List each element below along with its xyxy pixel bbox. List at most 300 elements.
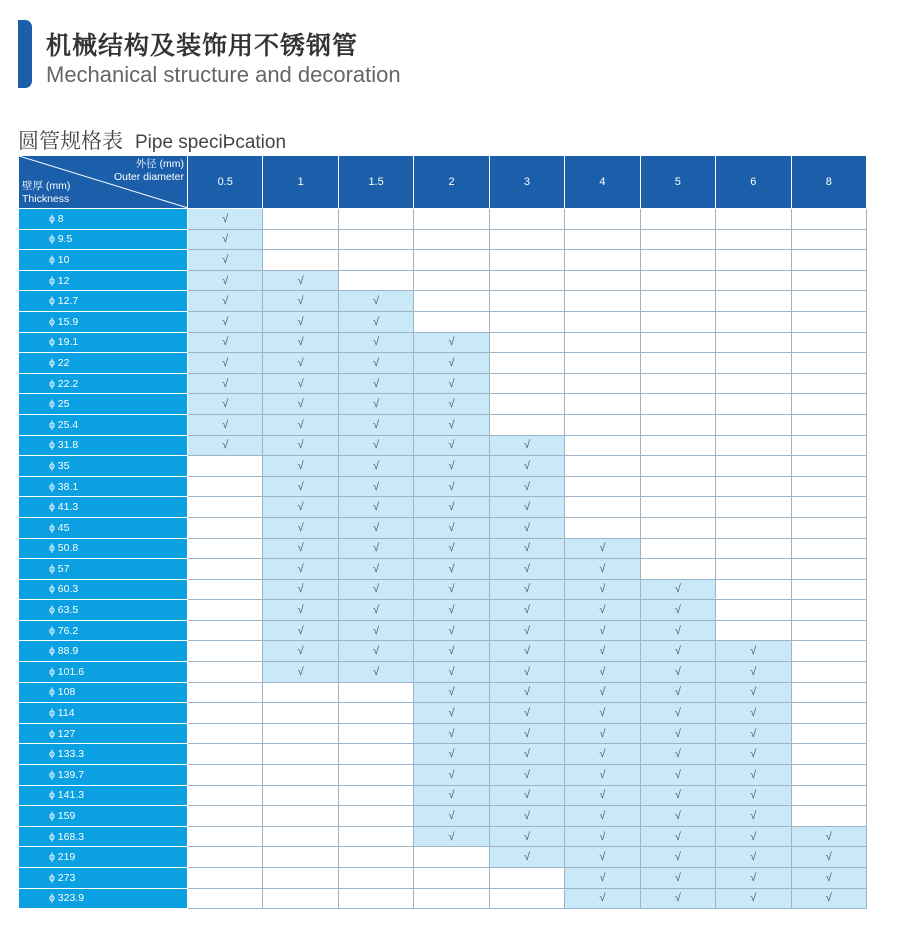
available-cell: √ — [188, 291, 263, 312]
available-cell: √ — [188, 270, 263, 291]
available-cell: √ — [338, 517, 413, 538]
table-row — [19, 868, 867, 889]
empty-cell — [414, 847, 489, 868]
empty-cell — [640, 394, 715, 415]
available-cell: √ — [640, 744, 715, 765]
available-cell: √ — [640, 888, 715, 909]
available-cell: √ — [263, 311, 338, 332]
available-cell: √ — [489, 497, 564, 518]
available-cell: √ — [263, 332, 338, 353]
table-row — [19, 662, 867, 683]
empty-cell — [414, 291, 489, 312]
empty-cell — [338, 703, 413, 724]
column-header: 8 — [791, 156, 867, 209]
empty-cell — [565, 250, 640, 271]
empty-cell — [338, 682, 413, 703]
row-header-diameter: ϕ 127 — [19, 723, 188, 744]
row-header-diameter: ϕ 25 — [19, 394, 188, 415]
available-cell: √ — [263, 291, 338, 312]
empty-cell — [565, 456, 640, 477]
row-header-diameter: ϕ 76.2 — [19, 620, 188, 641]
empty-cell — [263, 847, 338, 868]
available-cell: √ — [489, 744, 564, 765]
empty-cell — [188, 847, 263, 868]
available-cell: √ — [263, 414, 338, 435]
table-row — [19, 311, 867, 332]
table-row — [19, 414, 867, 435]
table-row — [19, 703, 867, 724]
empty-cell — [791, 353, 867, 374]
table-row — [19, 517, 867, 538]
empty-cell — [565, 209, 640, 230]
empty-cell — [414, 311, 489, 332]
empty-cell — [188, 497, 263, 518]
row-header-diameter: ϕ 19.1 — [19, 332, 188, 353]
empty-cell — [338, 250, 413, 271]
available-cell: √ — [716, 888, 791, 909]
available-cell: √ — [414, 456, 489, 477]
row-header-diameter: ϕ 168.3 — [19, 826, 188, 847]
empty-cell — [716, 209, 791, 230]
available-cell: √ — [489, 785, 564, 806]
available-cell: √ — [489, 456, 564, 477]
row-header-diameter: ϕ 60.3 — [19, 579, 188, 600]
available-cell: √ — [188, 332, 263, 353]
empty-cell — [414, 229, 489, 250]
available-cell: √ — [489, 806, 564, 827]
table-row — [19, 270, 867, 291]
row-header-diameter: ϕ 25.4 — [19, 414, 188, 435]
table-row — [19, 250, 867, 271]
available-cell: √ — [338, 620, 413, 641]
available-cell: √ — [565, 682, 640, 703]
empty-cell — [791, 456, 867, 477]
available-cell: √ — [716, 641, 791, 662]
empty-cell — [414, 209, 489, 230]
row-header-diameter: ϕ 38.1 — [19, 476, 188, 497]
empty-cell — [716, 497, 791, 518]
available-cell: √ — [338, 641, 413, 662]
available-cell: √ — [414, 785, 489, 806]
empty-cell — [338, 229, 413, 250]
table-row — [19, 435, 867, 456]
available-cell: √ — [640, 641, 715, 662]
column-header: 0.5 — [188, 156, 263, 209]
corner-thickness-en: Thickness — [22, 193, 70, 205]
empty-cell — [716, 414, 791, 435]
table-row — [19, 394, 867, 415]
available-cell: √ — [489, 517, 564, 538]
empty-cell — [716, 229, 791, 250]
row-header-diameter: ϕ 22.2 — [19, 373, 188, 394]
empty-cell — [489, 270, 564, 291]
table-header-row — [19, 156, 867, 209]
available-cell: √ — [188, 250, 263, 271]
row-header-diameter: ϕ 45 — [19, 517, 188, 538]
empty-cell — [791, 723, 867, 744]
available-cell: √ — [338, 559, 413, 580]
available-cell: √ — [414, 538, 489, 559]
empty-cell — [716, 291, 791, 312]
empty-cell — [640, 332, 715, 353]
corner-outer-diameter-label — [114, 158, 184, 184]
row-header-diameter: ϕ 12.7 — [19, 291, 188, 312]
empty-cell — [565, 517, 640, 538]
empty-cell — [263, 806, 338, 827]
empty-cell — [263, 723, 338, 744]
table-corner-cell — [19, 156, 188, 209]
empty-cell — [640, 497, 715, 518]
available-cell: √ — [565, 868, 640, 889]
available-cell: √ — [338, 332, 413, 353]
available-cell: √ — [640, 579, 715, 600]
table-row — [19, 476, 867, 497]
empty-cell — [716, 456, 791, 477]
empty-cell — [716, 620, 791, 641]
available-cell: √ — [640, 806, 715, 827]
empty-cell — [716, 435, 791, 456]
column-header: 4 — [565, 156, 640, 209]
pipe-spec-table — [18, 155, 867, 909]
empty-cell — [791, 250, 867, 271]
available-cell: √ — [263, 559, 338, 580]
empty-cell — [565, 414, 640, 435]
available-cell: √ — [565, 847, 640, 868]
available-cell: √ — [188, 209, 263, 230]
empty-cell — [716, 476, 791, 497]
corner-thickness-label — [22, 180, 70, 206]
empty-cell — [640, 517, 715, 538]
empty-cell — [338, 806, 413, 827]
empty-cell — [263, 229, 338, 250]
empty-cell — [489, 373, 564, 394]
table-row — [19, 682, 867, 703]
table-row — [19, 229, 867, 250]
available-cell: √ — [338, 414, 413, 435]
empty-cell — [188, 868, 263, 889]
empty-cell — [640, 435, 715, 456]
row-header-diameter: ϕ 15.9 — [19, 311, 188, 332]
empty-cell — [640, 291, 715, 312]
empty-cell — [640, 311, 715, 332]
empty-cell — [791, 270, 867, 291]
row-header-diameter: ϕ 141.3 — [19, 785, 188, 806]
available-cell: √ — [338, 662, 413, 683]
available-cell: √ — [263, 517, 338, 538]
empty-cell — [338, 888, 413, 909]
empty-cell — [640, 270, 715, 291]
empty-cell — [791, 620, 867, 641]
empty-cell — [188, 456, 263, 477]
empty-cell — [489, 291, 564, 312]
row-header-diameter: ϕ 9.5 — [19, 229, 188, 250]
empty-cell — [565, 229, 640, 250]
empty-cell — [263, 868, 338, 889]
available-cell: √ — [338, 394, 413, 415]
available-cell: √ — [414, 435, 489, 456]
empty-cell — [716, 538, 791, 559]
available-cell: √ — [414, 332, 489, 353]
table-row — [19, 291, 867, 312]
available-cell: √ — [414, 682, 489, 703]
table-row — [19, 373, 867, 394]
available-cell: √ — [414, 600, 489, 621]
available-cell: √ — [716, 785, 791, 806]
empty-cell — [640, 353, 715, 374]
available-cell: √ — [414, 806, 489, 827]
available-cell: √ — [414, 517, 489, 538]
empty-cell — [791, 806, 867, 827]
empty-cell — [338, 847, 413, 868]
available-cell: √ — [565, 785, 640, 806]
available-cell: √ — [188, 414, 263, 435]
empty-cell — [791, 559, 867, 580]
empty-cell — [338, 209, 413, 230]
available-cell: √ — [263, 373, 338, 394]
empty-cell — [791, 517, 867, 538]
page-title-cn: 机械结构及装饰用不锈钢管 — [46, 31, 359, 60]
empty-cell — [640, 209, 715, 230]
available-cell: √ — [338, 600, 413, 621]
title-accent-bar — [18, 20, 32, 88]
available-cell: √ — [640, 723, 715, 744]
available-cell: √ — [414, 723, 489, 744]
empty-cell — [716, 270, 791, 291]
available-cell: √ — [791, 868, 867, 889]
empty-cell — [716, 353, 791, 374]
available-cell: √ — [188, 229, 263, 250]
empty-cell — [716, 311, 791, 332]
empty-cell — [791, 414, 867, 435]
table-row — [19, 888, 867, 909]
empty-cell — [791, 785, 867, 806]
empty-cell — [565, 353, 640, 374]
corner-outer-diameter-en: Outer diameter — [113, 171, 184, 183]
empty-cell — [188, 744, 263, 765]
row-header-diameter: ϕ 88.9 — [19, 641, 188, 662]
available-cell: √ — [489, 682, 564, 703]
row-header-diameter: ϕ 114 — [19, 703, 188, 724]
available-cell: √ — [565, 662, 640, 683]
available-cell: √ — [263, 600, 338, 621]
available-cell: √ — [263, 579, 338, 600]
empty-cell — [489, 414, 564, 435]
row-header-diameter: ϕ 35 — [19, 456, 188, 477]
empty-cell — [489, 332, 564, 353]
empty-cell — [791, 394, 867, 415]
available-cell: √ — [716, 723, 791, 744]
available-cell: √ — [716, 847, 791, 868]
empty-cell — [489, 209, 564, 230]
empty-cell — [188, 476, 263, 497]
empty-cell — [791, 209, 867, 230]
available-cell: √ — [489, 641, 564, 662]
table-row — [19, 641, 867, 662]
empty-cell — [263, 682, 338, 703]
row-header-diameter: ϕ 12 — [19, 270, 188, 291]
empty-cell — [791, 744, 867, 765]
available-cell: √ — [338, 373, 413, 394]
table-row — [19, 826, 867, 847]
available-cell: √ — [716, 662, 791, 683]
empty-cell — [338, 765, 413, 786]
empty-cell — [188, 682, 263, 703]
table-row — [19, 559, 867, 580]
empty-cell — [263, 765, 338, 786]
empty-cell — [716, 394, 791, 415]
available-cell: √ — [565, 641, 640, 662]
row-header-diameter: ϕ 159 — [19, 806, 188, 827]
available-cell: √ — [414, 620, 489, 641]
row-header-diameter: ϕ 323.9 — [19, 888, 188, 909]
table-row — [19, 538, 867, 559]
table-row — [19, 497, 867, 518]
available-cell: √ — [565, 723, 640, 744]
column-header: 5 — [640, 156, 715, 209]
row-header-diameter: ϕ 10 — [19, 250, 188, 271]
empty-cell — [791, 579, 867, 600]
empty-cell — [188, 579, 263, 600]
column-header: 3 — [489, 156, 564, 209]
empty-cell — [640, 250, 715, 271]
empty-cell — [263, 785, 338, 806]
available-cell: √ — [338, 476, 413, 497]
empty-cell — [791, 476, 867, 497]
available-cell: √ — [414, 765, 489, 786]
available-cell: √ — [489, 723, 564, 744]
empty-cell — [263, 209, 338, 230]
row-header-diameter: ϕ 101.6 — [19, 662, 188, 683]
table-row — [19, 765, 867, 786]
empty-cell — [263, 703, 338, 724]
empty-cell — [188, 806, 263, 827]
available-cell: √ — [414, 414, 489, 435]
available-cell: √ — [414, 394, 489, 415]
available-cell: √ — [263, 456, 338, 477]
available-cell: √ — [263, 662, 338, 683]
available-cell: √ — [338, 497, 413, 518]
empty-cell — [565, 435, 640, 456]
empty-cell — [489, 311, 564, 332]
available-cell: √ — [565, 826, 640, 847]
empty-cell — [188, 765, 263, 786]
empty-cell — [338, 270, 413, 291]
empty-cell — [489, 888, 564, 909]
available-cell: √ — [489, 847, 564, 868]
empty-cell — [188, 620, 263, 641]
empty-cell — [565, 476, 640, 497]
empty-cell — [716, 373, 791, 394]
row-header-diameter: ϕ 31.8 — [19, 435, 188, 456]
row-header-diameter: ϕ 108 — [19, 682, 188, 703]
table-row — [19, 600, 867, 621]
available-cell: √ — [338, 435, 413, 456]
available-cell: √ — [263, 394, 338, 415]
available-cell: √ — [414, 373, 489, 394]
available-cell: √ — [716, 765, 791, 786]
empty-cell — [716, 332, 791, 353]
available-cell: √ — [414, 497, 489, 518]
available-cell: √ — [414, 353, 489, 374]
table-row — [19, 353, 867, 374]
empty-cell — [565, 332, 640, 353]
row-header-diameter: ϕ 57 — [19, 559, 188, 580]
empty-cell — [188, 517, 263, 538]
row-header-diameter: ϕ 63.5 — [19, 600, 188, 621]
empty-cell — [716, 579, 791, 600]
available-cell: √ — [414, 579, 489, 600]
available-cell: √ — [791, 847, 867, 868]
empty-cell — [414, 270, 489, 291]
available-cell: √ — [414, 744, 489, 765]
available-cell: √ — [188, 435, 263, 456]
available-cell: √ — [489, 826, 564, 847]
available-cell: √ — [565, 538, 640, 559]
available-cell: √ — [716, 682, 791, 703]
available-cell: √ — [640, 765, 715, 786]
table-row — [19, 620, 867, 641]
empty-cell — [188, 538, 263, 559]
available-cell: √ — [640, 620, 715, 641]
empty-cell — [414, 250, 489, 271]
available-cell: √ — [263, 435, 338, 456]
available-cell: √ — [489, 662, 564, 683]
table-row — [19, 785, 867, 806]
empty-cell — [791, 538, 867, 559]
empty-cell — [263, 826, 338, 847]
available-cell: √ — [188, 311, 263, 332]
available-cell: √ — [565, 765, 640, 786]
available-cell: √ — [565, 888, 640, 909]
available-cell: √ — [263, 641, 338, 662]
empty-cell — [791, 641, 867, 662]
table-row — [19, 456, 867, 477]
section-title-en: Pipe speciÞcation — [135, 132, 287, 153]
available-cell: √ — [489, 538, 564, 559]
empty-cell — [188, 723, 263, 744]
empty-cell — [791, 229, 867, 250]
table-row — [19, 723, 867, 744]
available-cell: √ — [338, 291, 413, 312]
available-cell: √ — [263, 538, 338, 559]
empty-cell — [565, 394, 640, 415]
empty-cell — [640, 476, 715, 497]
row-header-diameter: ϕ 22 — [19, 353, 188, 374]
section-title — [18, 125, 286, 155]
available-cell: √ — [414, 476, 489, 497]
available-cell: √ — [338, 538, 413, 559]
available-cell: √ — [489, 579, 564, 600]
empty-cell — [791, 311, 867, 332]
available-cell: √ — [188, 353, 263, 374]
available-cell: √ — [338, 456, 413, 477]
empty-cell — [791, 291, 867, 312]
table-body — [19, 209, 867, 909]
empty-cell — [565, 497, 640, 518]
empty-cell — [565, 291, 640, 312]
available-cell: √ — [489, 620, 564, 641]
available-cell: √ — [716, 868, 791, 889]
available-cell: √ — [716, 826, 791, 847]
empty-cell — [414, 888, 489, 909]
available-cell: √ — [489, 600, 564, 621]
available-cell: √ — [489, 765, 564, 786]
page-title-en: Mechanical structure and decoration — [46, 62, 401, 87]
row-header-diameter: ϕ 50.8 — [19, 538, 188, 559]
available-cell: √ — [640, 785, 715, 806]
available-cell: √ — [263, 497, 338, 518]
empty-cell — [640, 538, 715, 559]
